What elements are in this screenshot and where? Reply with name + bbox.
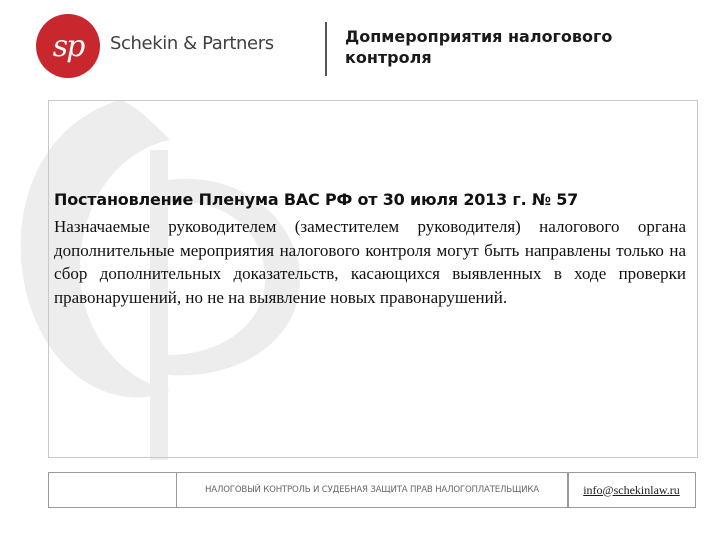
footer-tagline: НАЛОГОВЫЙ КОНТРОЛЬ И СУДЕБНАЯ ЗАЩИТА ПРАВ НАЛОГОПЛАТЕЛЬЩИКА — [176, 472, 569, 508]
logo-mark: sp — [52, 28, 84, 64]
footer-bar — [48, 472, 696, 508]
footer-left-cell — [48, 472, 177, 508]
slide-header — [0, 0, 720, 92]
content-body: Назначаемые руководителем (заместителем руководителя) налогового органа дополнительные мероприятия налогового контроля могут быть направлены только на сбор дополнительных доказательств, касающихся выявленных в ходе проверки правонарушений, но не на выявление новых правонарушений. — [54, 217, 686, 307]
content-heading: Постановление Пленума ВАС РФ от 30 июля 2013 г. № 57 — [54, 190, 579, 209]
email-link[interactable]: info@schekinlaw.ru — [583, 482, 680, 497]
content-block — [54, 190, 686, 309]
footer-email-cell — [568, 472, 696, 508]
header-divider — [325, 22, 327, 76]
logo-icon — [36, 14, 100, 78]
slide-title: Допмероприятия налогового контроля — [345, 27, 613, 67]
company-name: Schekin & Partners — [110, 33, 274, 54]
